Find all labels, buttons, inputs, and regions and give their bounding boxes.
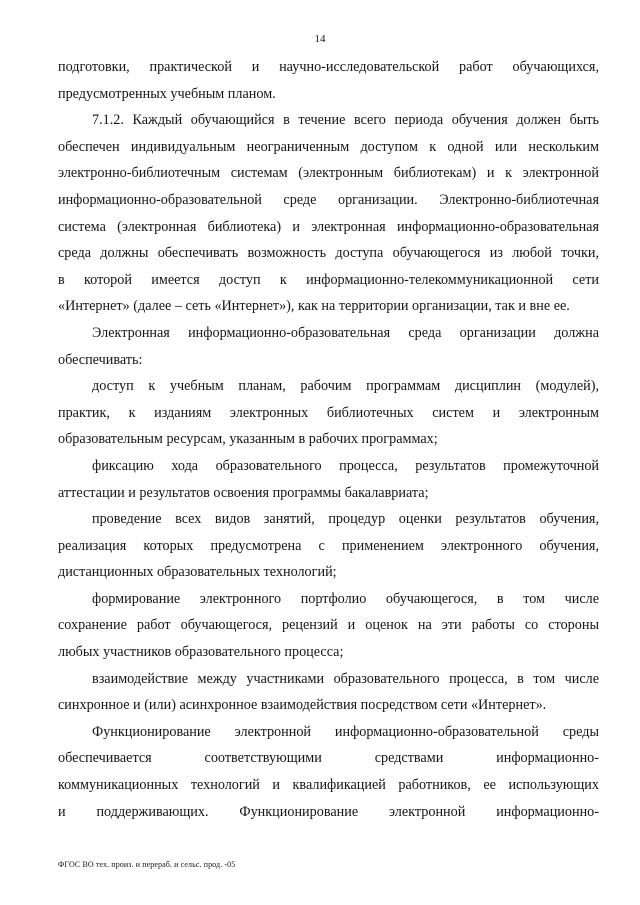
text-line: проведение всех видов занятий, процедур оценки результатов обучения, — [92, 511, 599, 528]
text-line: аттестации и результатов освоения программы бакалавриата; — [58, 484, 429, 501]
text-line: сохранение работ обучающегося, рецензий и оценок на эти работы со стороны — [58, 617, 599, 634]
document-footer: ФГОС ВО тех. произ. и перераб. и сельс. прод. -05 — [58, 860, 236, 869]
text-line: взаимодействие между участниками образовательного процесса, в том числе — [92, 670, 599, 687]
text-line: Функционирование электронной информационно-образовательной среды — [92, 723, 599, 740]
text-line: система (электронная библиотека) и электронная информационно-образовательная — [58, 218, 599, 235]
text-line: любых участников образовательного процесса; — [58, 644, 344, 661]
text-line: практик, к изданиям электронных библиотечных систем и электронным — [58, 404, 599, 421]
text-line: информационно-образовательной среде организации. Электронно-библиотечная — [58, 191, 599, 208]
text-line: подготовки, практической и научно-исследовательской работ обучающихся, — [58, 59, 599, 75]
text-line: электронно-библиотечным системам (электронным библиотекам) и к электронной — [58, 165, 599, 182]
text-line: «Интернет» (далее – сеть «Интернет»), как на территории организации, так и вне ее. — [58, 298, 570, 315]
text-line: среда должны обеспечивать возможность доступа обучающегося из любой точки, — [58, 245, 599, 262]
text-line: в которой имеется доступ к информационно-телекоммуникационной сети — [58, 271, 599, 288]
text-line: образовательным ресурсам, указанным в рабочих программах; — [58, 431, 438, 448]
text-line: реализация которых предусмотрена с применением электронного обучения, — [58, 537, 599, 554]
text-line: формирование электронного портфолио обучающегося, в том числе — [92, 590, 599, 607]
text-line: обеспечивать: — [58, 351, 143, 368]
text-line: фиксацию хода образовательного процесса, результатов промежуточной — [92, 457, 599, 474]
page-number: 14 — [314, 33, 326, 45]
text-line: дистанционных образовательных технологий; — [58, 564, 337, 581]
text-line: обеспечен индивидуальным неограниченным доступом к одной или нескольким — [58, 138, 599, 155]
text-line: Электронная информационно-образовательная среда организации должна — [92, 324, 599, 341]
text-line: и поддерживающих. Функционирование электронной информационно- — [58, 803, 599, 820]
text-line: обеспечивается соответствующими средствами информационно- — [58, 750, 599, 767]
text-line: предусмотренных учебным планом. — [58, 85, 276, 102]
text-line: доступ к учебным планам, рабочим программам дисциплин (модулей), — [92, 378, 599, 395]
text-line: 7.1.2. Каждый обучающийся в течение всего периода обучения должен быть — [92, 112, 599, 129]
text-line: коммуникационных технологий и квалификацией работников, ее использующих — [58, 777, 599, 794]
document-body — [58, 54, 599, 825]
text-line: синхронное и (или) асинхронное взаимодействия посредством сети «Интернет». — [58, 697, 547, 714]
